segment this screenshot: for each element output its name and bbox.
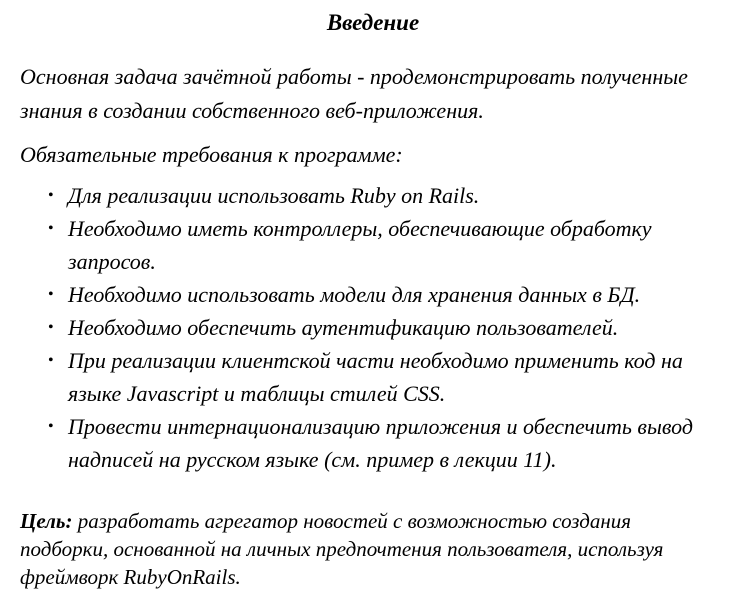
list-item — [48, 344, 726, 410]
list-item — [48, 179, 726, 212]
intro-paragraph — [20, 60, 726, 128]
list-item — [48, 278, 726, 311]
list-item-line: При реализации клиентской части необходимо применить код на — [68, 348, 683, 373]
intro-line-2: знания в создании собственного веб-приложения. — [20, 98, 484, 123]
goal-line-2: подборки, основанной на личных предпочтения пользователя, используя — [20, 537, 664, 561]
goal-line-3: фреймворк RubyOnRails. — [20, 565, 241, 589]
requirements-heading: Обязательные требования к программе: — [20, 142, 403, 167]
list-item-line: Для реализации использовать Ruby on Rails. — [68, 183, 480, 208]
list-item-line: запросов. — [68, 249, 156, 274]
requirements-list — [48, 179, 726, 476]
list-item-line: Необходимо обеспечить аутентификацию пользователей. — [68, 315, 619, 340]
list-item-line: Необходимо использовать модели для хранения данных в БД. — [68, 282, 641, 307]
bullet-icon: • — [48, 220, 54, 237]
bullet-icon: • — [48, 286, 54, 303]
bullet-icon: • — [48, 187, 54, 204]
goal-line-1-text: разработать агрегатор новостей с возможностью создания — [77, 509, 632, 533]
goal-line-1 — [20, 507, 726, 535]
page-title: Введение — [326, 10, 420, 35]
list-item-line: Необходимо иметь контроллеры, обеспечивающие обработку — [68, 216, 652, 241]
intro-line-1: Основная задача зачётной работы - продемонстрировать полученные — [20, 64, 688, 89]
list-item-line: языке Javascript и таблицы стилей CSS. — [68, 381, 446, 406]
list-item-line: надписей на русском языке (см. пример в лекции 11). — [68, 447, 557, 472]
goal-label: Цель: — [20, 509, 73, 533]
bullet-icon: • — [48, 418, 54, 435]
bullet-icon: • — [48, 352, 54, 369]
goal-paragraph — [20, 507, 726, 591]
list-item-line: Провести интернационализацию приложения и обеспечить вывод — [68, 414, 693, 439]
list-item — [48, 212, 726, 278]
list-item — [48, 410, 726, 476]
bullet-icon: • — [48, 319, 54, 336]
list-item — [48, 311, 726, 344]
